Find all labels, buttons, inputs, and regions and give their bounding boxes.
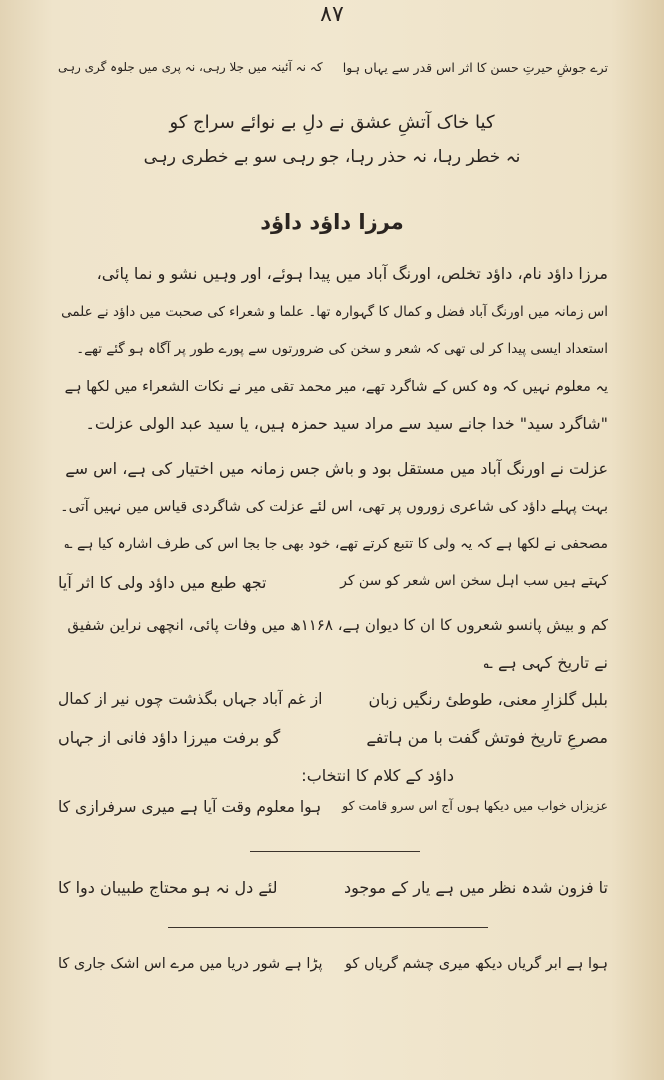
- intro-line1-left: کہ نہ آئینہ میں جلا رہی، نہ پری میں جلوہ گری رہی: [58, 60, 323, 74]
- ghazal-right: تا فزون شدہ نظر میں ہے یار کے موجود: [343, 878, 608, 897]
- divider: [250, 851, 420, 852]
- verse-left: تجھ طبع میں داؤد ولی کا اثر آیا: [58, 573, 267, 592]
- tarikh-couplet: [58, 690, 608, 714]
- intro-verse-1: [58, 60, 608, 84]
- tarikh-right: مصرعِ تاریخ فوتش گفت با من ہاتفے: [366, 728, 608, 747]
- paragraph-line: استعداد ایسی پیدا کر لی تھی کہ شعر و سخن کی ضرورتوں سے پورے طور پر آگاہ ہو گئے تھے۔: [76, 341, 608, 357]
- ghazal-couplet: [58, 956, 608, 980]
- paragraph-line: نے تاریخ کہی ہے ؎: [483, 653, 608, 672]
- ghazal-couplet: [58, 878, 608, 902]
- paragraph-line: عزلت نے اورنگ آباد میں مستقل بود و باش جس زمانہ میں اختیار کی ہے، اس سے: [65, 459, 608, 478]
- intro-line3: نہ خطر رہا، نہ حذر رہا، جو رہی سو بے خطری رہی: [143, 147, 521, 167]
- paragraph-line: کم و بیش پانسو شعروں کا ان کا دیوان ہے، ۱۱۶۸ھ میں وفات پائی، انچھی نراین شفیق: [67, 616, 608, 634]
- ghazal-right: عزیزاں خواب میں دیکھا ہوں آج اس سرو قامت کو: [342, 798, 608, 813]
- ghazal-couplet: [58, 798, 608, 822]
- tarikh-right: بلبل گلزارِ معنی، طوطیٔ رنگیں زبان: [368, 690, 608, 709]
- divider: [168, 927, 488, 928]
- verse-couplet: [58, 573, 608, 597]
- paragraph-line: یہ معلوم نہیں کہ وہ کس کے شاگرد تھے، میر محمد تقی میر نے نکات الشعراء میں لکھا ہے: [64, 379, 608, 395]
- verse-right: کہتے ہیں سب اہل سخن اس شعر کو سن کر: [340, 573, 608, 589]
- paragraph-line: مصحفی نے لکھا ہے کہ یہ ولی کا تتبع کرتے تھے، خود بھی جا بجا اس کی طرف اشارہ کیا ہے ؎: [64, 536, 608, 552]
- ghazal-left: لئے دل نہ ہو محتاج طبیبان دوا کا: [58, 878, 278, 897]
- ghazal-left: پڑا ہے شور دریا میں مرے اس اشک جاری کا: [58, 956, 323, 972]
- poet-heading: مرزا داؤد داؤد: [260, 210, 404, 234]
- paragraph-line: اس زمانہ میں اورنگ آباد فضل و کمال کا گہوارہ تھا۔ علما و شعراء کی صحبت میں داؤد نے علمی: [61, 304, 608, 320]
- paragraph-line: بہت پہلے داؤد کی شاعری زوروں پر تھی، اس لئے عزلت کی شاگردی قیاس میں نہیں آتی۔: [60, 499, 608, 515]
- ghazal-left: ہوا معلوم وقت آیا ہے میری سرفرازی کا: [58, 798, 322, 816]
- paragraph-line: مرزا داؤد نام، داؤد تخلص، اورنگ آباد میں پیدا ہوئے، اور وہیں نشو و نما پائی،: [96, 264, 608, 283]
- paragraph-line: "شاگرد سید" خدا جانے سید سے مراد سید حمزہ ہیں، یا سید عبد الولی عزلت۔: [85, 414, 608, 433]
- intro-line2: کیا خاک آتشِ عشق نے دلِ بے نوائے سراج کو: [169, 112, 495, 133]
- page-number: ۸۷: [320, 2, 344, 27]
- tarikh-left: از غم آباد جہاں بگذشت چوں نیر از کمال: [58, 690, 323, 708]
- selection-heading: داؤد کے کلام کا انتخاب:: [301, 766, 454, 785]
- intro-line1-right: ترے جوشِ حیرتِ حسن کا اثر اس قدر سے یہاں ہوا: [342, 60, 608, 75]
- ghazal-right: ہوا ہے ابر گریاں دیکھ میری چشم گریاں کو: [344, 956, 608, 972]
- tarikh-left: گو برفت میرزا داؤد فانی از جہاں: [58, 728, 281, 747]
- tarikh-couplet: [58, 728, 608, 752]
